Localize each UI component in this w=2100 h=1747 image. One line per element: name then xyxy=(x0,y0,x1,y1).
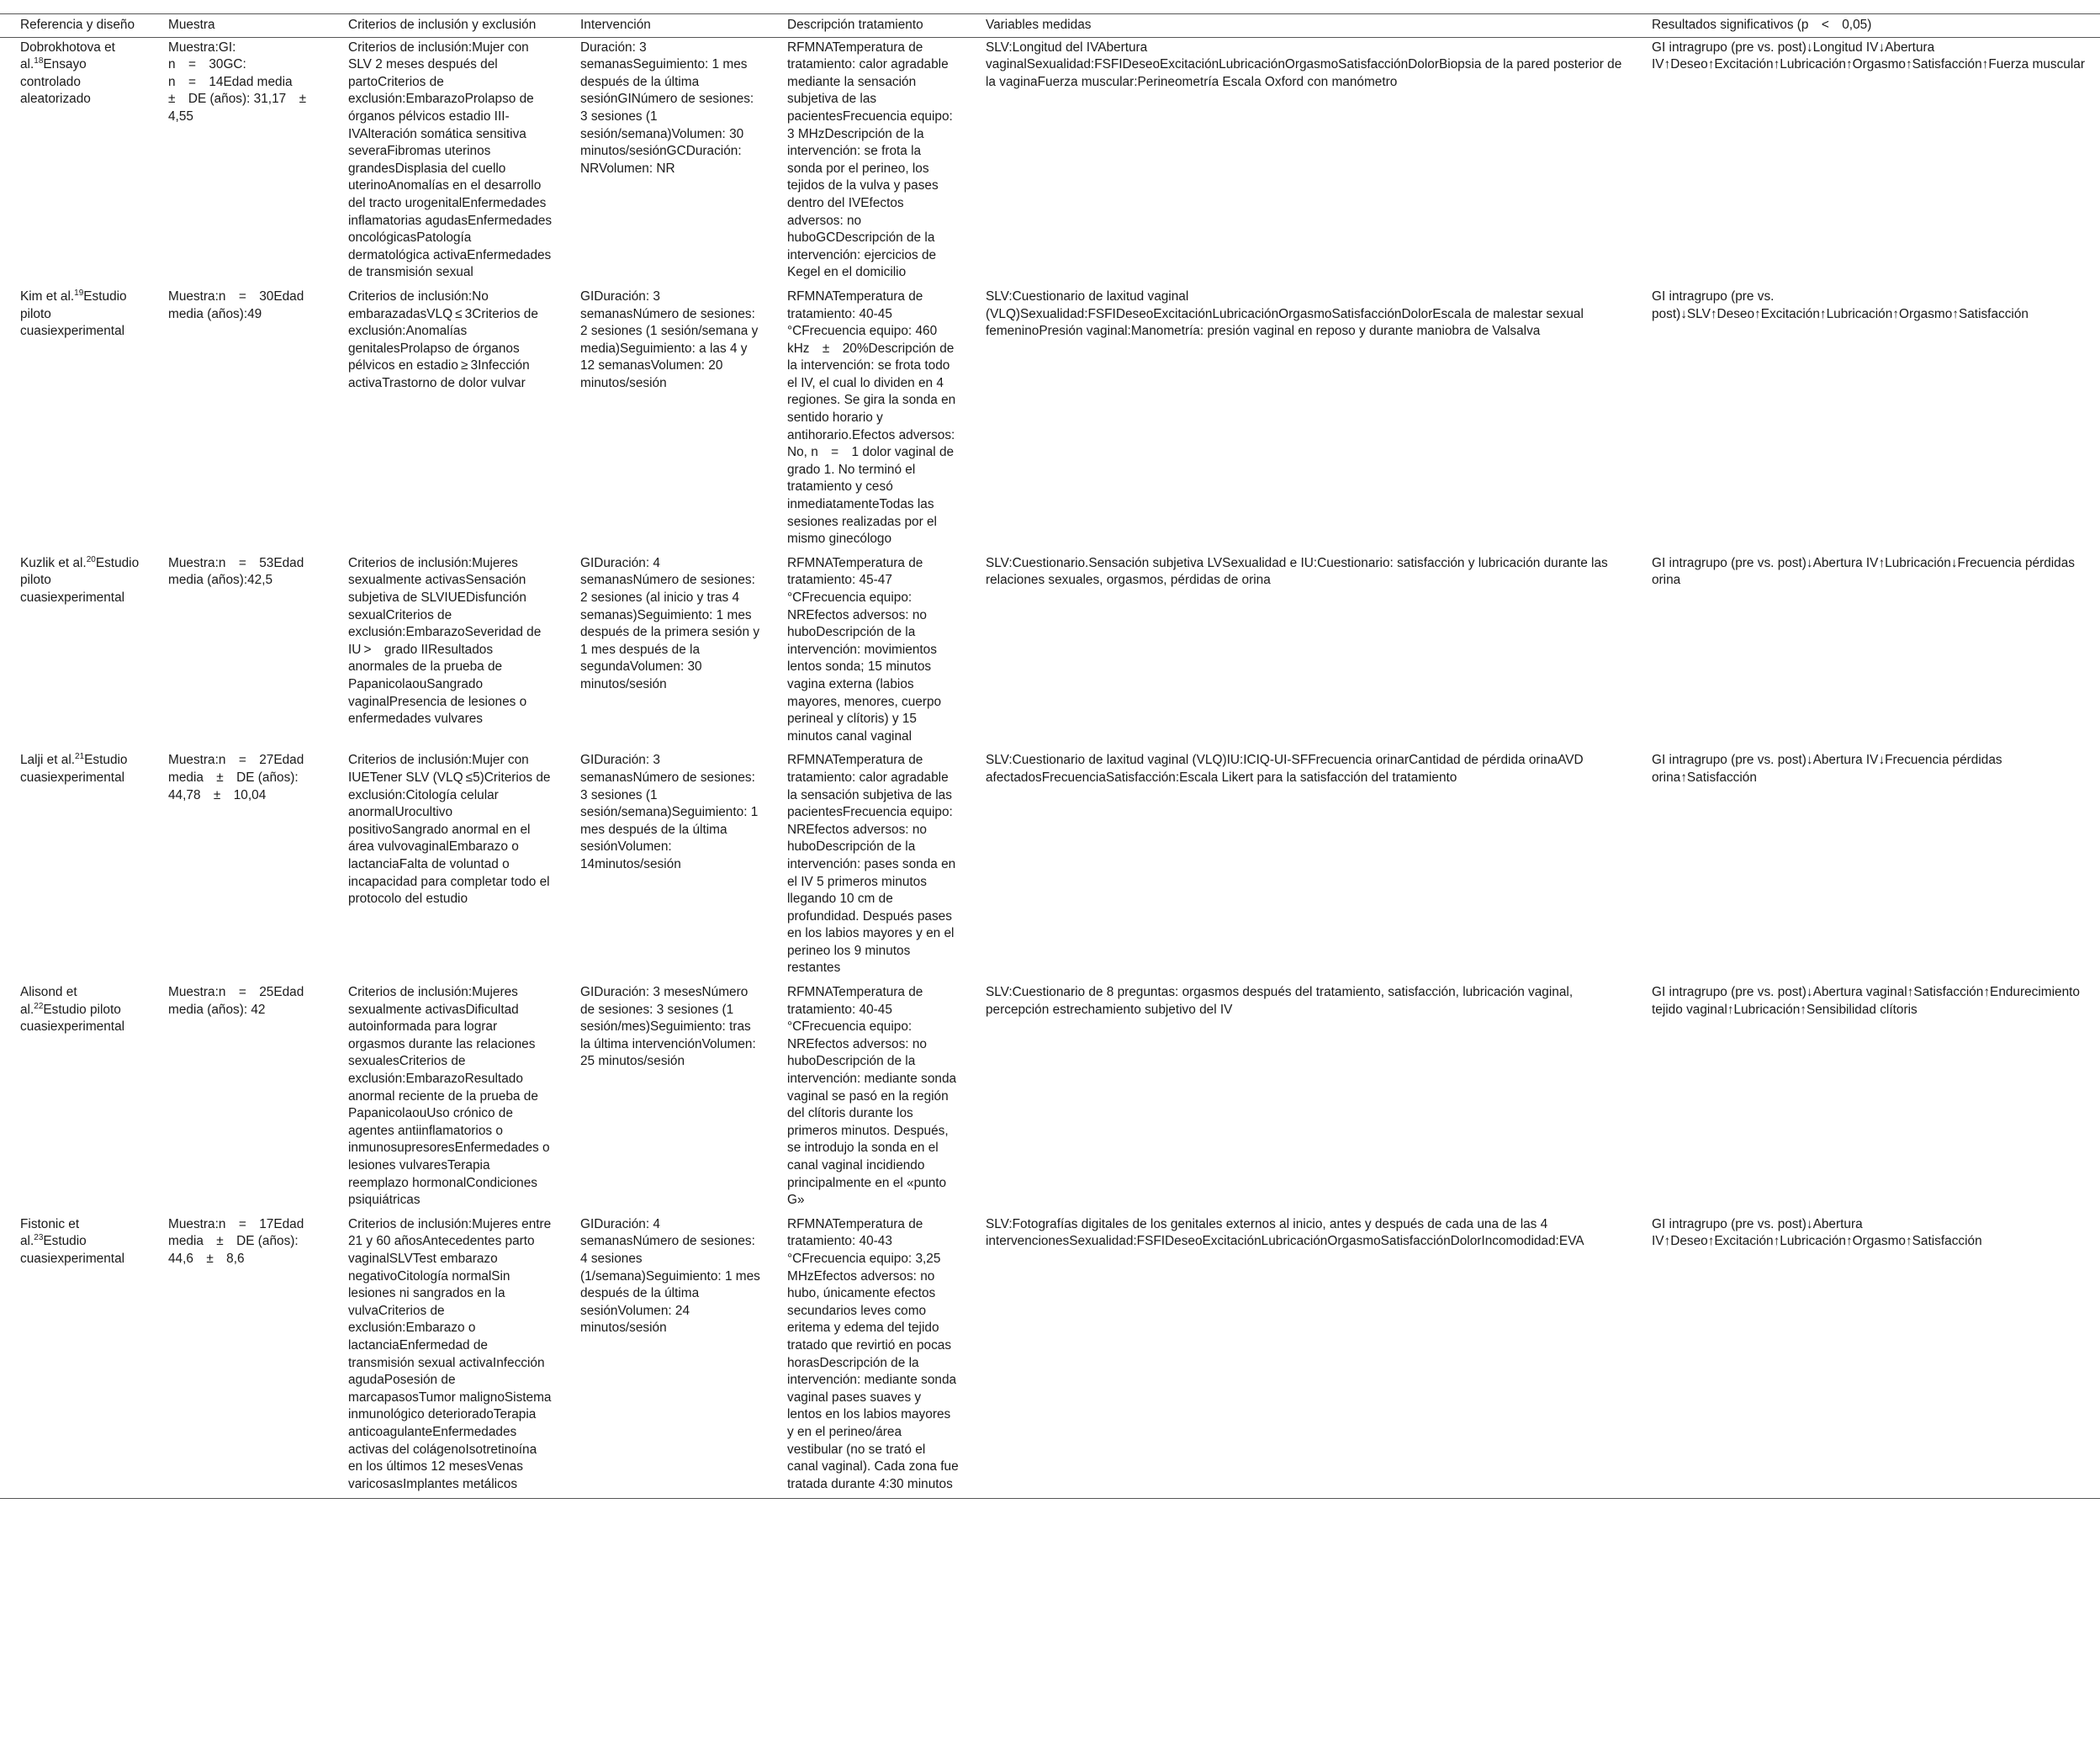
header-row xyxy=(0,14,2100,38)
ref-author: Kim et al. xyxy=(20,289,75,304)
col-header-muestra: Muestra xyxy=(168,18,215,32)
cell-descripcion: RFMNATemperatura de tratamiento: calor agradable la sensación subjetiva de las pacientesFrecuencia equipo: NREfectos adversos: no huboDescripción de la intervención: pases sonda en el IV 5 primeros minutos llegando 10 cm de profundidad. Después pases en los labios mayores y en el perineo los 9 minutos restantes xyxy=(787,753,956,976)
ref-design: Estudio piloto cuasiexperimental xyxy=(20,555,140,605)
col-header-intervencion: Intervención xyxy=(580,18,651,32)
studies-table xyxy=(0,13,2100,1499)
ref-author: Dobrokhotova et al. xyxy=(20,40,115,72)
cell-descripcion: RFMNATemperatura de tratamiento: 40-45 °CFrecuencia equipo: 460 kHz ± 20%Descripción de la intervención: se frota todo el IV, el cual lo dividen en 4 regiones. Se gira la sonda en sentido horario y antihorario.Efectos adversos: No, n = 1 dolor vaginal de grado 1. No terminó el tratamiento y cesó inmediatamenteTodas las sesiones realizadas por el mismo ginecólogo xyxy=(787,289,956,547)
cell-intervencion: GIDuración: 4 semanasNúmero de sesiones: 2 sesiones (al inicio y tras 4 semanas)Seguimiento: 1 mes después de la primera sesión y 1 mes después de la segundaVolumen: 30 minutos/sesión xyxy=(580,555,760,691)
col-header-criterios: Criterios de inclusión y exclusión xyxy=(348,18,537,32)
cell-intervencion: GIDuración: 4 semanasNúmero de sesiones: 4 sesiones (1/semana)Seguimiento: 1 mes después de la última sesiónVolumen: 24 minutos/sesión xyxy=(580,1216,760,1336)
ref-citation: 22 xyxy=(34,1001,44,1011)
cell-resultados: GI intragrupo (pre vs. post)↓Longitud IV↓Abertura IV↑Deseo↑Excitación↑Lubricación↑Orgasmo↑Satisfacción↑Fuerza muscular xyxy=(1652,40,2085,72)
cell-referencia xyxy=(0,750,148,982)
cell-variables: SLV:Cuestionario.Sensación subjetiva LVSexualidad e IU:Cuestionario: satisfacción y lubricación durante las relaciones sexuales, orgasmos, pérdidas de orina xyxy=(986,555,1608,588)
cell-intervencion: GIDuración: 3 semanasNúmero de sesiones: 2 sesiones (1 sesión/semana y media)Seguimiento: a las 4 y 12 semanasVolumen: 20 minutos/sesión xyxy=(580,289,759,390)
cell-criterios: Criterios de inclusión:Mujeres sexualmente activasSensación subjetiva de SLVIUEDisfunción sexualCriterios de exclusión:EmbarazoSeveridad de IU > grado IIResultados anormales de la prueba de PapanicolaouSangrado vaginalPresencia de lesiones o enfermedades vulvares xyxy=(348,555,542,727)
cell-variables: SLV:Longitud del IVAbertura vaginalSexualidad:FSFIDeseoExcitaciónLubricaciónOrgasmoSatisfacciónDolorBiopsia de la pared posterior de la vaginaFuerza muscular:Perineometría Escala Oxford con manómetro xyxy=(986,40,1622,89)
ref-citation: 21 xyxy=(75,752,85,762)
cell-intervencion: GIDuración: 3 mesesNúmero de sesiones: 3 sesiones (1 sesión/mes)Seguimiento: tras la última intervenciónVolumen: 25 minutos/sesión xyxy=(580,985,756,1069)
cell-criterios: Criterios de inclusión:Mujer con IUETener SLV (VLQ ≤5)Criterios de exclusión:Citología celular anormalUrocultivo positivoSangrado anormal en el área vulvovaginalEmbarazo o lactanciaFalta de voluntad o incapacidad para completar todo el protocolo del estudio xyxy=(348,753,551,907)
cell-muestra: Muestra:n = 17Edad media ± DE (años): 44,6 ± 8,6 xyxy=(168,1216,308,1266)
ref-citation: 18 xyxy=(34,56,44,66)
table-row xyxy=(0,1215,2100,1499)
cell-referencia xyxy=(0,37,148,287)
cell-resultados: GI intragrupo (pre vs. post)↓Abertura IV↓Frecuencia pérdidas orina↑Satisfacción xyxy=(1652,753,2002,785)
ref-author: Alisond et al. xyxy=(20,985,77,1017)
cell-descripcion: RFMNATemperatura de tratamiento: calor agradable mediante la sensación subjetiva de las pacientesFrecuencia equipo: 3 MHzDescripción de la intervención: se frota la sonda por el perineo, los tejidos de la vulva y pases dentro del IVEfectos adversos: no huboGCDescripción de la intervención: ejercicios de Kegel en el domicilio xyxy=(787,40,953,280)
cell-variables: SLV:Fotografías digitales de los genitales externos al inicio, antes y después de cada una de las 4 intervencionesSexualidad:FSFIDeseoExcitaciónLubricaciónOrgasmoSatisfacciónDolorIncomodidad:EVA xyxy=(986,1216,1584,1249)
cell-muestra: Muestra:GI: n = 30GC: n = 14Edad media ± DE (años): 31,17 ± 4,55 xyxy=(168,40,307,124)
cell-criterios: Criterios de inclusión:Mujer con SLV 2 meses después del partoCriterios de exclusión:EmbarazoProlapso de órganos pélvicos estadio III-IVAlteración somática sensitiva severaFibromas uterinos grandesDisplasia del cuello uterinoAnomalías en el desarrollo del tracto urogenitalEnfermedades inflamatorias agudasEnfermedades oncológicasPatología dermatológica activaEnfermedades de transmisión sexual xyxy=(348,40,553,280)
ref-author: Fistonic et al. xyxy=(20,1216,80,1249)
cell-referencia xyxy=(0,1215,148,1499)
ref-design: Estudio piloto cuasiexperimental xyxy=(20,289,127,339)
table-row xyxy=(0,553,2100,751)
cell-muestra: Muestra:n = 25Edad media (años): 42 xyxy=(168,985,308,1017)
cell-variables: SLV:Cuestionario de 8 preguntas: orgasmos después del tratamiento, satisfacción, lubricación vaginal, percepción estrechamiento subjetivo del IV xyxy=(986,985,1574,1017)
cell-criterios: Criterios de inclusión:Mujeres sexualmente activasDificultad autoinformada para lograr orgasmos durante las relaciones sexualesCriterios de exclusión:EmbarazoResultado anormal reciente de la prueba de PapanicolaouUso crónico de agentes antiinflamatorios o inmunosupresoresEnfermedades o lesiones vulvaresTerapia reemplazo hormonalCondiciones psiquiátricas xyxy=(348,985,550,1208)
ref-design: Ensayo controlado aleatorizado xyxy=(20,57,91,107)
ref-citation: 19 xyxy=(74,288,84,298)
cell-variables: SLV:Cuestionario de laxitud vaginal (VLQ)IU:ICIQ-UI-SFFrecuencia orinarCantidad de pérdida orinaAVD afectadosFrecuenciaSatisfacción:Escala Likert para la satisfacción del tratamiento xyxy=(986,753,1584,785)
cell-muestra: Muestra:n = 30Edad media (años):49 xyxy=(168,289,308,321)
table-row xyxy=(0,750,2100,982)
cell-muestra: Muestra:n = 53Edad media (años):42,5 xyxy=(168,555,308,588)
ref-design: Estudio piloto cuasiexperimental xyxy=(20,1002,125,1035)
cell-intervencion: GIDuración: 3 semanasNúmero de sesiones: 3 sesiones (1 sesión/semana)Seguimiento: 1 mes después de la última sesiónVolumen: 14minutos/sesión xyxy=(580,753,759,871)
cell-resultados: GI intragrupo (pre vs. post)↓SLV↑Deseo↑Excitación↑Lubricación↑Orgasmo↑Satisfacción xyxy=(1652,289,2029,321)
cell-descripcion: RFMNATemperatura de tratamiento: 40-45 °CFrecuencia equipo: NREfectos adversos: no huboDescripción de la intervención: mediante sonda vaginal se pasó en la región del clítoris durante los primeros minutos. Después, se introdujo la sonda en el canal vaginal incidiendo principalmente en el «punto G» xyxy=(787,985,957,1208)
col-header-descripcion: Descripción tratamiento xyxy=(787,18,923,32)
table-row xyxy=(0,982,2100,1215)
cell-criterios: Criterios de inclusión:No embarazadasVLQ ≤ 3Criterios de exclusión:Anomalías genitalesProlapso de órganos pélvicos en estadio ≥ 3Infección activaTrastorno de dolor vulvar xyxy=(348,289,538,390)
cell-variables: SLV:Cuestionario de laxitud vaginal (VLQ)Sexualidad:FSFIDeseoExcitaciónLubricaciónOrgasmoSatisfacciónDolorEscala de malestar sexual femeninoPresión vaginal:Manometría: presión vaginal en reposo y durante maniobra de Valsalva xyxy=(986,289,1584,339)
ref-citation: 23 xyxy=(34,1233,44,1243)
table-row xyxy=(0,37,2100,287)
cell-referencia xyxy=(0,287,148,553)
cell-resultados: GI intragrupo (pre vs. post)↓Abertura vaginal↑Satisfacción↑Endurecimiento tejido vaginal↑Lubricación↑Sensibilidad clítoris xyxy=(1652,985,2080,1017)
col-header-resultados: Resultados significativos (p < 0,05) xyxy=(1652,18,1872,32)
ref-author: Kuzlik et al. xyxy=(20,555,87,570)
cell-criterios: Criterios de inclusión:Mujeres entre 21 y 60 añosAntecedentes parto vaginalSLVTest embarazo negativoCitología normalSin lesiones ni sangrados en la vulvaCriterios de exclusión:Embarazo o lactanciaEnfermedad de transmisión sexual activaInfección agudaPosesión de marcapasosTumor malignoSistema inmunológico deterioradoTerapia anticoagulanteEnfermedades activas del colágenoIsotretinoína en los últimos 12 mesesVenas varicosasImplantes metálicos xyxy=(348,1216,552,1491)
table-row xyxy=(0,287,2100,553)
col-header-referencia: Referencia y diseño xyxy=(20,18,135,32)
cell-resultados: GI intragrupo (pre vs. post)↓Abertura IV↑Lubricación↓Frecuencia pérdidas orina xyxy=(1652,555,2075,588)
cell-descripcion: RFMNATemperatura de tratamiento: 45-47 °CFrecuencia equipo: NREfectos adversos: no huboDescripción de la intervención: movimientos lentos sonda; 15 minutos vagina externa (labios mayores, menores, cuerpo perineal y clítoris) y 15 minutos canal vaginal xyxy=(787,555,942,744)
ref-design: Estudio cuasiexperimental xyxy=(20,753,128,785)
cell-descripcion: RFMNATemperatura de tratamiento: 40-43 °CFrecuencia equipo: 3,25 MHzEfectos adversos: no hubo, únicamente efectos secundarios leves como eritema y edema del tejido tratado que revirtió en pocas horasDescripción de la intervención: mediante sonda vaginal pases suaves y lentos en los labios mayores y en el perineo/área vestibular (no se trató el canal vaginal). Cada zona fue tratada durante 4:30 minutos xyxy=(787,1216,959,1491)
ref-citation: 20 xyxy=(86,554,96,564)
ref-design: Estudio cuasiexperimental xyxy=(20,1234,125,1266)
cell-referencia xyxy=(0,553,148,751)
ref-author: Lalji et al. xyxy=(20,753,76,768)
cell-resultados: GI intragrupo (pre vs. post)↓Abertura IV↑Deseo↑Excitación↑Lubricación↑Orgasmo↑Satisfacción xyxy=(1652,1216,1982,1249)
cell-intervencion: Duración: 3 semanasSeguimiento: 1 mes después de la última sesiónGINúmero de sesiones: 3 sesiones (1 sesión/semana)Volumen: 30 minutos/sesiónGCDuración: NRVolumen: NR xyxy=(580,40,754,176)
cell-referencia xyxy=(0,982,148,1215)
cell-muestra: Muestra:n = 27Edad media ± DE (años): 44,78 ± 10,04 xyxy=(168,753,308,802)
col-header-variables: Variables medidas xyxy=(986,18,1092,32)
